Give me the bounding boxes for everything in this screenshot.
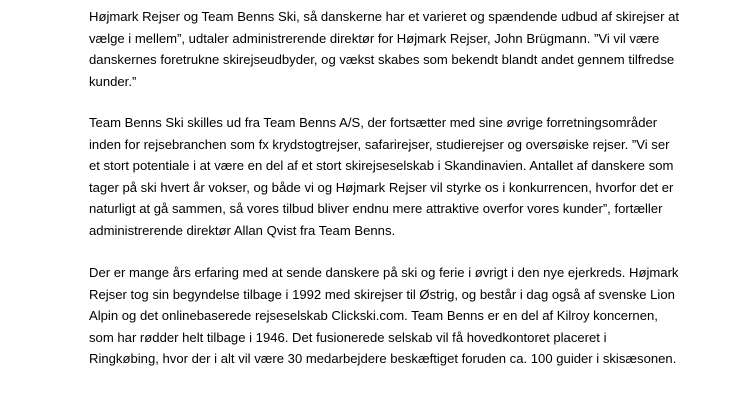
text-line: inden for rejsebranchen som fx krydstogtrejser, safarirejser, studierejser og oversøiske rejser. ”Vi ser [89, 136, 670, 152]
paragraph-1 [89, 6, 729, 92]
text-line: Alpin og det onlinebaserede rejseselskab Clickski.com. Team Benns er en del af Kilroy koncernen, [89, 308, 658, 324]
text-line: Højmark Rejser og Team Benns Ski, så danskerne har et varieret og spændende udbud af skirejser at [89, 9, 680, 24]
text-line: kunder.” [89, 73, 137, 89]
text-line: Rejser tog sin begyndelse tilbage i 1992 med skirejser til Østrig, og består i dag også af svenske Lion [89, 286, 675, 302]
text-line: et stort potentiale i at være en del af et stort skirejseselskab i Skandinavien. Antallet af danskere som [89, 158, 674, 174]
text-line: som har rødder helt tilbage i 1946. Det fusionerede selskab vil få hovedkontoret placeret i [89, 329, 607, 345]
text-line: Team Benns Ski skilles ud fra Team Benns A/S, der fortsætter med sine øvrige forretningsområder [89, 115, 658, 130]
text-line: administrerende direktør Allan Qvist fra Team Benns. [89, 222, 396, 238]
paragraph-3 [89, 262, 729, 370]
text-line: vælge i mellem”, udtaler administrerende direktør for Højmark Rejser, John Brügmann. ”Vi vil være [89, 30, 660, 46]
text-line: danskernes foretrukne skirejseudbyder, og vækst skabes som bekendt blandt andet gennem tilfredse [89, 52, 675, 68]
text-line: Ringkøbing, hvor der i alt vil være 30 medarbejdere beskæftiget foruden ca. 100 guider i skisæsonen. [89, 351, 677, 367]
text-line: naturligt at gå sammen, så vores tilbud bliver endnu mere attraktive overfor vores kunder”, fortæller [89, 201, 663, 217]
text-line: Der er mange års erfaring med at sende danskere på ski og ferie i øvrigt i den nye ejerkreds. Højmark [89, 265, 679, 280]
paragraph-2 [89, 112, 729, 242]
text-line: tager på ski hvert år vokser, og både vi og Højmark Rejser vil styrke os i konkurrencen, hvorfor det er [89, 179, 674, 195]
